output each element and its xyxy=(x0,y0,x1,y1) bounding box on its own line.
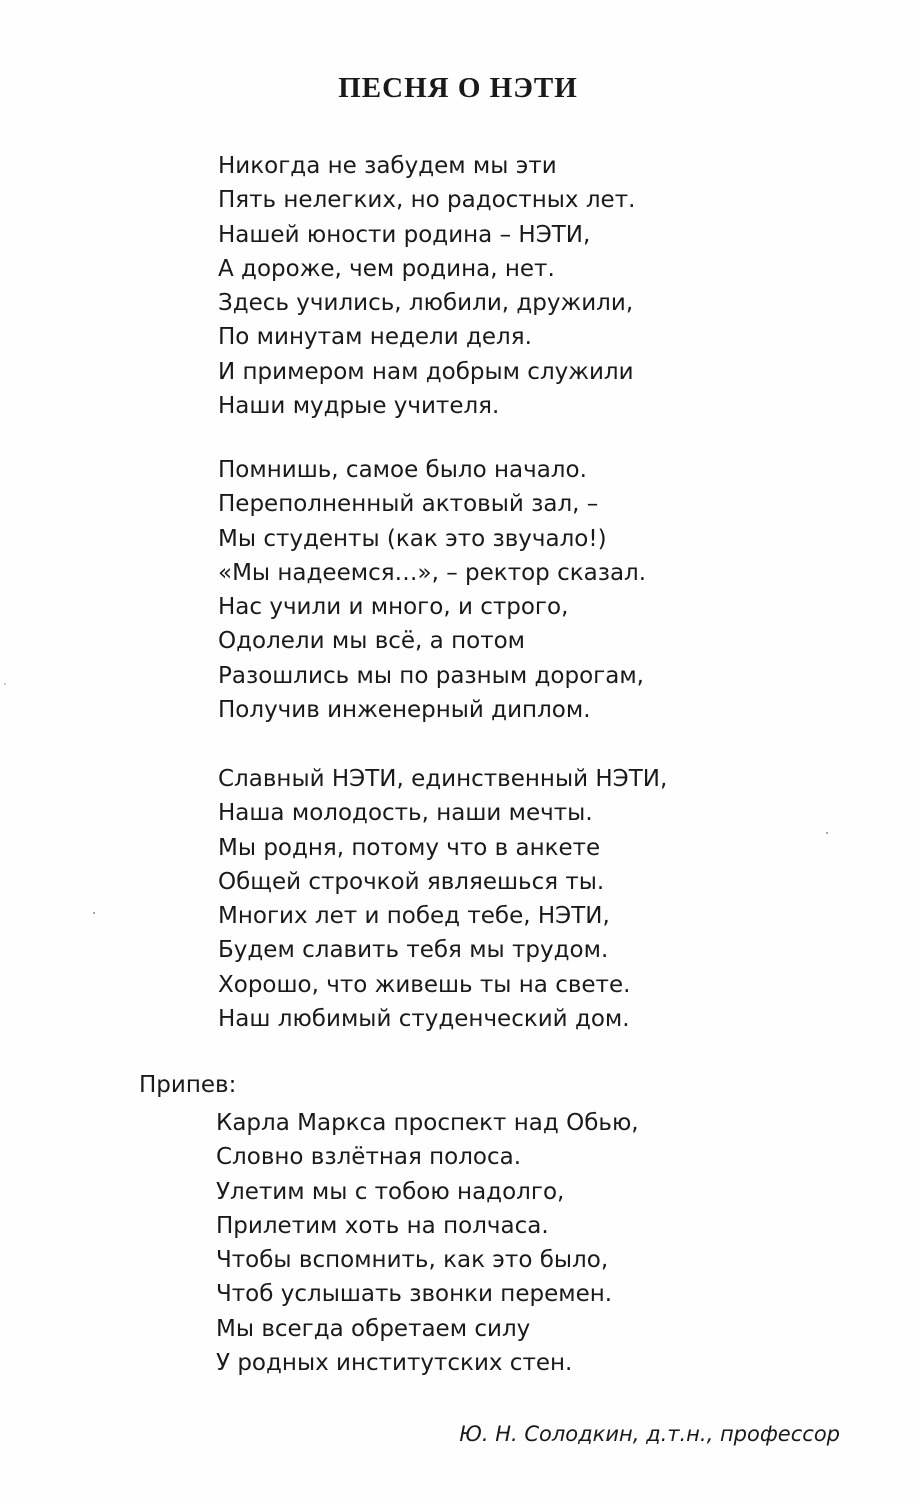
verse-line: А дороже, чем родина, нет. xyxy=(218,255,555,282)
verse-line: Одолели мы всё, а потом xyxy=(218,628,526,655)
verse-line: Наша молодость, наши мечты. xyxy=(218,800,593,827)
verse-line: Многих лет и побед тебе, НЭТИ, xyxy=(218,903,610,930)
verse-line: Наши мудрые учителя. xyxy=(218,393,500,420)
chorus-stanza xyxy=(216,1106,639,1380)
verse-line: Будем славить тебя мы трудом. xyxy=(218,937,609,964)
chorus-line: Улетим мы с тобою надолго, xyxy=(216,1178,565,1205)
verse-line: По минутам недели деля. xyxy=(218,324,532,351)
verse-line: Помнишь, самое было начало. xyxy=(218,457,587,483)
verse-line: Никогда не забудем мы эти xyxy=(218,153,557,179)
verse-line: Переполненный актовый зал, – xyxy=(218,491,599,518)
chorus-line: Чтобы вспомнить, как это было, xyxy=(216,1247,609,1274)
scan-speck xyxy=(4,683,6,685)
verse-line: Пять нелегких, но радостных лет. xyxy=(218,187,636,214)
verse-line: Славный НЭТИ, единственный НЭТИ, xyxy=(218,766,668,792)
stanza-1 xyxy=(218,149,635,423)
verse-line: И примером нам добрым служили xyxy=(218,358,634,385)
verse-line: Общей строчкой являешься ты. xyxy=(218,868,605,895)
chorus-line: Карла Маркса проспект над Обью, xyxy=(216,1110,639,1136)
scan-speck xyxy=(93,912,95,914)
chorus-line: Чтоб услышать звонки перемен. xyxy=(216,1281,613,1308)
verse-line: Получив инженерный диплом. xyxy=(218,697,591,724)
verse-line: «Мы надеемся…», – ректор сказал. xyxy=(218,559,647,586)
chorus-line: Словно взлётная полоса. xyxy=(216,1144,522,1171)
verse-line: Разошлись мы по разным дорогам, xyxy=(218,662,644,689)
scan-speck xyxy=(826,832,828,834)
page-title: ПЕСНЯ О НЭТИ xyxy=(338,72,578,104)
verse-line: Хорошо, что живешь ты на свете. xyxy=(218,971,631,998)
author-signature: Ю. Н. Солодкин, д.т.н., профессор xyxy=(459,1422,840,1446)
verse-line: Наш любимый студенческий дом. xyxy=(218,1006,630,1033)
stanza-2 xyxy=(218,453,646,727)
verse-line: Нашей юности родина – НЭТИ, xyxy=(218,221,591,248)
chorus-line: У родных институтских стен. xyxy=(216,1350,573,1377)
verse-line: Нас учили и много, и строго, xyxy=(218,594,569,621)
verse-line: Мы студенты (как это звучало!) xyxy=(218,525,607,552)
chorus-line: Мы всегда обретаем силу xyxy=(216,1315,531,1342)
verse-line: Мы родня, потому что в анкете xyxy=(218,834,601,861)
chorus-line: Прилетим хоть на полчаса. xyxy=(216,1212,549,1239)
stanza-3 xyxy=(218,762,667,1036)
chorus-label: Припев: xyxy=(139,1072,237,1098)
verse-line: Здесь учились, любили, дружили, xyxy=(218,290,634,317)
